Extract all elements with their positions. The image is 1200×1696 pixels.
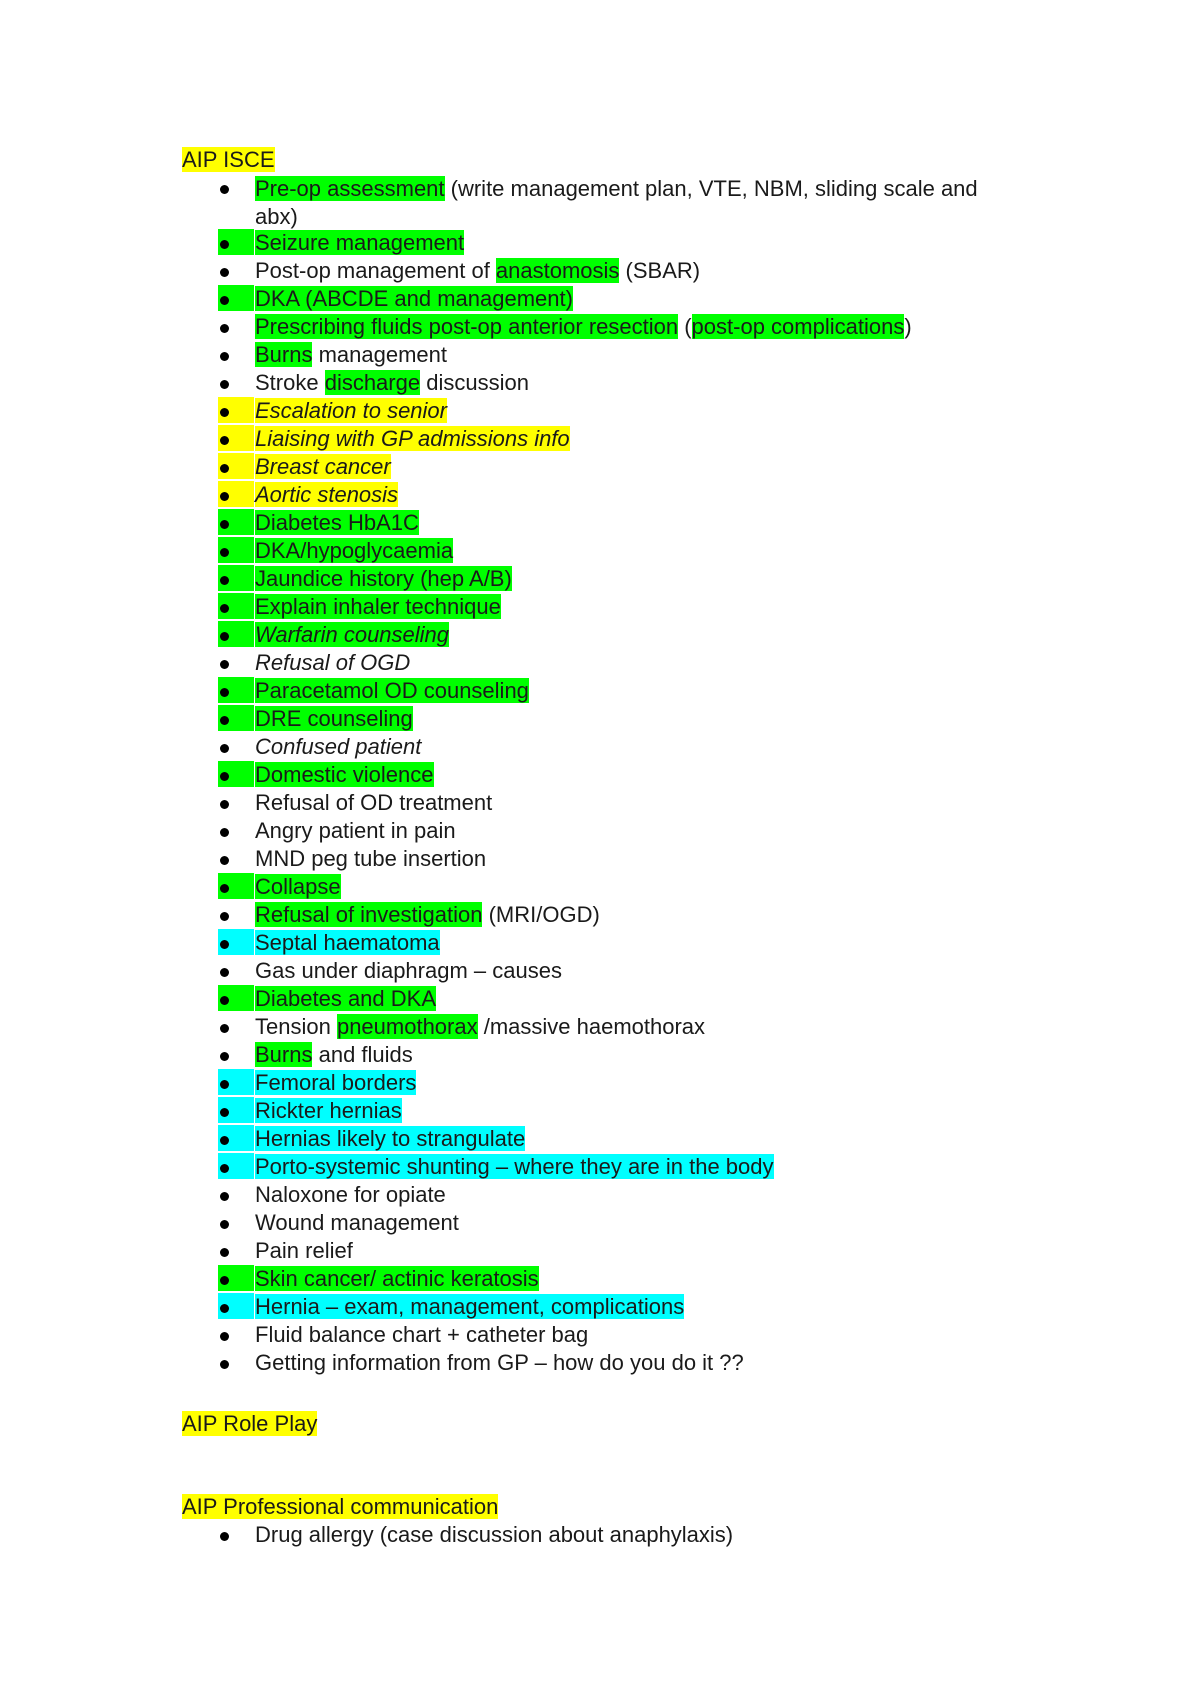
list-item xyxy=(255,1321,588,1349)
list-item-highlight: Breast cancer xyxy=(255,454,391,479)
list-item xyxy=(255,341,447,369)
list-item-highlight: Burns xyxy=(255,1042,313,1067)
list-item-highlight: Warfarin counseling xyxy=(255,622,450,647)
list-item xyxy=(255,1097,402,1125)
list-item-text: (MRI/OGD) xyxy=(482,902,600,927)
bullet-icon xyxy=(220,1080,229,1089)
list-item-highlight: Paracetamol OD counseling xyxy=(255,678,529,703)
list-item-highlight: Seizure management xyxy=(255,230,465,255)
list-item xyxy=(255,285,573,313)
list-item-highlight: Aortic stenosis xyxy=(255,482,399,507)
list-item xyxy=(255,621,449,649)
list-item-highlight: Hernias likely to strangulate xyxy=(255,1126,526,1151)
bullet-icon xyxy=(220,912,229,921)
list-item xyxy=(255,1209,459,1237)
list-item-text: Confused patient xyxy=(255,734,422,759)
list-item-text: Wound management xyxy=(255,1210,459,1235)
list-item xyxy=(255,901,600,929)
list-item-highlight: Hernia – exam, management, complications xyxy=(255,1294,685,1319)
bullet-icon xyxy=(220,660,229,669)
list-item-text: Angry patient in pain xyxy=(255,818,456,843)
list-item xyxy=(255,1293,684,1321)
list-item-text: (SBAR) xyxy=(619,258,701,283)
list-item xyxy=(255,229,464,257)
list-item-highlight: Jaundice history (hep A/B) xyxy=(255,566,512,591)
list-item xyxy=(255,1521,733,1549)
list-item-highlight: Pre-op assessment xyxy=(255,176,445,201)
section-heading-isce xyxy=(182,146,275,174)
list-item-highlight: DKA/hypoglycaemia xyxy=(255,538,454,563)
list-item xyxy=(255,761,434,789)
bullet-icon xyxy=(220,296,229,305)
list-item xyxy=(255,509,419,537)
list-item-highlight: Skin cancer/ actinic keratosis xyxy=(255,1266,539,1291)
heading-text: AIP Role Play xyxy=(182,1411,318,1436)
list-item xyxy=(255,649,410,677)
list-item-text: Getting information from GP – how do you do it ?? xyxy=(255,1350,744,1375)
list-item-text: Refusal of OD treatment xyxy=(255,790,493,815)
list-item-highlight: Escalation to senior xyxy=(255,398,447,423)
bullet-icon xyxy=(220,996,229,1005)
list-item-highlight: post-op complications xyxy=(691,314,905,339)
bullet-icon xyxy=(220,380,229,389)
list-item xyxy=(255,817,456,845)
list-item xyxy=(255,453,391,481)
list-item-text: Naloxone for opiate xyxy=(255,1182,446,1207)
bullet-icon xyxy=(220,1108,229,1117)
bullet-icon xyxy=(220,352,229,361)
list-item-highlight: Diabetes HbA1C xyxy=(255,510,419,535)
list-item-highlight: DRE counseling xyxy=(255,706,413,731)
list-item-highlight: Prescribing fluids post-op anterior resection xyxy=(255,314,679,339)
list-item xyxy=(255,789,492,817)
bullet-icon xyxy=(220,240,229,249)
bullet-icon xyxy=(220,1532,229,1541)
bullet-icon xyxy=(220,1192,229,1201)
list-item-highlight: Domestic violence xyxy=(255,762,434,787)
list-item xyxy=(255,677,529,705)
list-item xyxy=(255,705,413,733)
list-item xyxy=(255,1265,539,1293)
heading-text: AIP Professional communication xyxy=(182,1494,499,1519)
bullet-icon xyxy=(220,492,229,501)
list-item xyxy=(255,929,440,957)
list-item xyxy=(255,257,700,285)
bullet-icon xyxy=(220,744,229,753)
bullet-icon xyxy=(220,772,229,781)
list-item-highlight: Rickter hernias xyxy=(255,1098,402,1123)
list-item-text: Refusal of OGD xyxy=(255,650,411,675)
list-item xyxy=(255,1013,705,1041)
list-item-text: Tension xyxy=(255,1014,337,1039)
bullet-icon xyxy=(220,716,229,725)
section-heading-role-play xyxy=(182,1410,317,1438)
list-item-highlight: Septal haematoma xyxy=(255,930,440,955)
list-item-text: management xyxy=(312,342,448,367)
bullet-icon xyxy=(220,884,229,893)
list-item-text: /massive haemothorax xyxy=(477,1014,706,1039)
list-item xyxy=(255,873,341,901)
bullet-icon xyxy=(220,185,229,194)
bullet-icon xyxy=(220,464,229,473)
list-item-highlight: Femoral borders xyxy=(255,1070,417,1095)
bullet-icon xyxy=(220,408,229,417)
bullet-icon xyxy=(220,1360,229,1369)
list-item xyxy=(255,397,447,425)
list-item-text: discussion xyxy=(420,370,529,395)
bullet-icon xyxy=(220,1332,229,1341)
list-item-highlight: anastomosis xyxy=(495,258,620,283)
list-item-text: Pain relief xyxy=(255,1238,353,1263)
list-item xyxy=(255,1125,525,1153)
bullet-icon xyxy=(220,520,229,529)
list-item xyxy=(255,1181,446,1209)
list-item-text: and fluids xyxy=(312,1042,413,1067)
bullet-icon xyxy=(220,1136,229,1145)
list-item xyxy=(255,425,570,453)
bullet-icon xyxy=(220,688,229,697)
list-item xyxy=(255,313,912,341)
bullet-icon xyxy=(220,548,229,557)
list-item xyxy=(255,957,562,985)
list-item xyxy=(255,593,501,621)
list-item-highlight: Porto-systemic shunting – where they are in the body xyxy=(255,1154,774,1179)
list-item-text: Gas under diaphragm – causes xyxy=(255,958,562,983)
list-item xyxy=(255,1237,353,1265)
bullet-icon xyxy=(220,268,229,277)
list-item-highlight: Burns xyxy=(255,342,313,367)
bullet-icon xyxy=(220,1304,229,1313)
heading-text: AIP ISCE xyxy=(182,147,275,172)
bullet-icon xyxy=(220,576,229,585)
section-heading-professional-communication xyxy=(182,1493,498,1521)
bullet-icon xyxy=(220,1220,229,1229)
bullet-icon xyxy=(220,324,229,333)
list-item xyxy=(255,175,1015,231)
list-item-highlight: Refusal of investigation xyxy=(255,902,483,927)
bullet-icon xyxy=(220,828,229,837)
list-item-text: MND peg tube insertion xyxy=(255,846,487,871)
list-item xyxy=(255,845,486,873)
bullet-icon xyxy=(220,1164,229,1173)
list-item-highlight: Explain inhaler technique xyxy=(255,594,501,619)
bullet-icon xyxy=(220,1276,229,1285)
bullet-icon xyxy=(220,856,229,865)
list-item xyxy=(255,1349,744,1377)
bullet-icon xyxy=(220,1024,229,1033)
bullet-icon xyxy=(220,940,229,949)
bullet-icon xyxy=(220,968,229,977)
list-item-highlight: Collapse xyxy=(255,874,341,899)
list-item-text: ) xyxy=(904,314,912,339)
list-item-highlight: pneumothorax xyxy=(336,1014,478,1039)
bullet-icon xyxy=(220,604,229,613)
list-item-text: Drug allergy (case discussion about anaphylaxis) xyxy=(255,1522,734,1547)
list-item xyxy=(255,733,421,761)
bullet-icon xyxy=(220,1052,229,1061)
list-item-text: (write management plan, VTE, NBM, sliding scale and abx) xyxy=(255,176,978,229)
list-item xyxy=(255,481,398,509)
list-item xyxy=(255,1153,774,1181)
bullet-icon xyxy=(220,1248,229,1257)
bullet-icon xyxy=(220,800,229,809)
bullet-icon xyxy=(220,436,229,445)
list-item xyxy=(255,537,453,565)
list-item-text: ( xyxy=(678,314,692,339)
list-item xyxy=(255,565,512,593)
list-item-highlight: DKA (ABCDE and management) xyxy=(255,286,573,311)
list-item-text: Stroke xyxy=(255,370,325,395)
list-item xyxy=(255,1069,416,1097)
list-item-highlight: Diabetes and DKA xyxy=(255,986,436,1011)
list-item xyxy=(255,369,529,397)
bullet-icon xyxy=(220,632,229,641)
list-item-text: Fluid balance chart + catheter bag xyxy=(255,1322,589,1347)
list-item xyxy=(255,1041,413,1069)
list-item-text: Post-op management of xyxy=(255,258,496,283)
list-item xyxy=(255,985,436,1013)
list-item-highlight: discharge xyxy=(324,370,421,395)
list-item-highlight: Liaising with GP admissions info xyxy=(255,426,570,451)
